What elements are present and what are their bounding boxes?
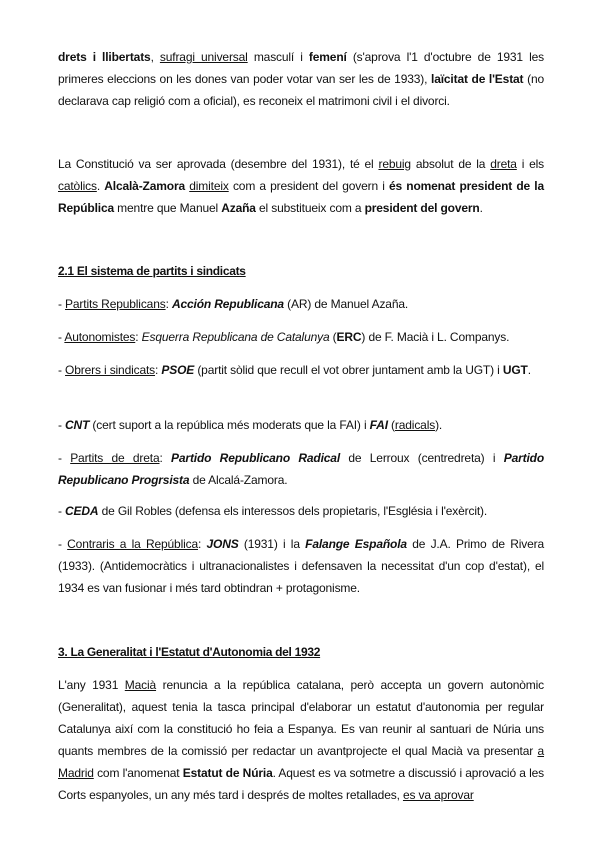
paragraph-rights (58, 46, 544, 112)
text-underlined: Macià (124, 678, 157, 692)
list-item-cnt-fai (58, 414, 544, 436)
text: L'any 1931 (58, 678, 125, 692)
text: i els (516, 157, 544, 171)
paragraph-constitution (58, 153, 544, 219)
bullet-dash: - (58, 297, 66, 311)
text: . (96, 179, 105, 193)
text-bold: femení (308, 50, 347, 64)
text-underlined: Partits de dreta (70, 451, 160, 465)
text: mentre que Manuel (114, 201, 222, 215)
paragraph-generalitat (58, 674, 544, 806)
text: ( (329, 330, 337, 344)
text-bold: ERC (336, 330, 362, 344)
text: ( (387, 418, 395, 432)
text-bold-italic: Acción Republicana (171, 297, 284, 311)
text-bold: laïcitat de l'Estat (431, 72, 524, 86)
text-underlined: sufragi universal (159, 50, 248, 64)
text-bold: drets i llibertats (58, 50, 151, 64)
list-item-ceda (58, 500, 544, 522)
text-underlined: es va aprovar (402, 788, 474, 802)
list-item-workers (58, 359, 544, 381)
text-bold-italic: Partido Republicano Radical (171, 451, 341, 465)
text: : (159, 451, 172, 465)
bullet-dash: - (58, 418, 66, 432)
text: el substitueix com a (255, 201, 365, 215)
bullet-dash: - (58, 330, 65, 344)
text-bold-italic: CEDA (65, 504, 99, 518)
text: : (198, 537, 207, 551)
list-item-right-parties (58, 447, 544, 491)
bullet-dash: - (58, 363, 66, 377)
text: de Alcalá-Zamora. (189, 473, 288, 487)
text: absolut de la (410, 157, 491, 171)
text: (s'aprova l'1 d'octubre de 1931 les primeres eleccions on les dones van poder votar van ser les de 1933), (58, 50, 544, 86)
text-underlined: catòlics (58, 179, 97, 193)
text: . (527, 363, 531, 377)
text: La Constitució va ser aprovada (desembre del 1931), té el (58, 157, 379, 171)
bullet-dash: - (58, 504, 66, 518)
text: (1931) i la (238, 537, 306, 551)
text-bold-italic: PSOE (161, 363, 195, 377)
bullet-dash: - (58, 451, 71, 465)
text-bold-italic: CNT (65, 418, 90, 432)
section-heading-parties: 2.1 El sistema de partits i sindicats (58, 264, 246, 278)
text-bold: president del govern (364, 201, 480, 215)
text: de Lerroux (centredreta) i (340, 451, 504, 465)
text: : (155, 363, 162, 377)
text: , (150, 50, 160, 64)
text-bold-italic: FAI (369, 418, 388, 432)
text-underlined: Autonomistes (64, 330, 136, 344)
list-item-autonomists (58, 326, 544, 348)
text-italic: Esquerra Republicana de Catalunya (141, 330, 330, 344)
text-underlined: dimiteix (189, 179, 229, 193)
text: . (479, 201, 483, 215)
text: (partit sòlid que recull el vot obrer juntament amb la UGT) i (194, 363, 503, 377)
text-underlined: Obrers i sindicats (65, 363, 156, 377)
text: masculí i (247, 50, 309, 64)
text-bold-italic: Partido Republicano Progrsista (58, 451, 545, 487)
text-bold: Alcalà-Zamora (104, 179, 185, 193)
text: de J.A. Primo de Rivera (1933). (Antidemocràtics i ultranacionalistes i defensaven la necessitat d'un cop d'estat), el 1934 es van fusionar i més tard obtindran + protagonisme. (58, 537, 544, 595)
text-underlined: radicals (394, 418, 436, 432)
text-bold-italic: JONS (206, 537, 239, 551)
text: . Aquest es va sotmetre a discussió i aprovació a les Corts espanyoles, un any més tard i després de moltes retallades, (58, 766, 544, 802)
text-bold: Azaña (221, 201, 256, 215)
text-bold: Estatut de Núria (182, 766, 273, 780)
text-underlined: Contraris a la República (67, 537, 198, 551)
text: (cert suport a la república més moderats que la FAI) i (89, 418, 370, 432)
bullet-dash: - (58, 537, 68, 551)
text: com a president del govern i (228, 179, 389, 193)
text: renuncia a la república catalana, però accepta un govern autonòmic (Generalitat), aquest tenia la tasca principal d'elaborar un estatut d'autonomia per regular Catalunya així com la constitució ho feia a Espanya. Es van reunir al santuari de Núria uns quants membres de la comissió per redactar un avantprojecte el qual Macià va presentar (58, 678, 544, 758)
text-underlined: rebuig (378, 157, 411, 171)
text: de Gil Robles (defensa els interessos dels propietaris, l'Església i l'exèrcit). (98, 504, 488, 518)
text-bold: UGT (502, 363, 528, 377)
text: com l'anomenat (93, 766, 183, 780)
text-underlined: a Madrid (58, 744, 544, 780)
text: ) de F. Macià i L. Companys. (361, 330, 510, 344)
text-bold-italic: Falange Española (305, 537, 407, 551)
list-item-anti-republic (58, 533, 544, 599)
text-underlined: Partits Republicans (65, 297, 166, 311)
section-heading-generalitat: 3. La Generalitat i l'Estatut d'Autonomia del 1932 (58, 645, 321, 659)
text: : (165, 297, 172, 311)
text: (no declarava cap religió com a oficial), es reconeix el matrimoni civil i el divorci. (58, 72, 544, 108)
text-bold: és nomenat president de la República (58, 179, 544, 215)
text: ). (435, 418, 443, 432)
list-item-republicans (58, 293, 544, 315)
text: : (135, 330, 142, 344)
text: (AR) de Manuel Azaña. (283, 297, 409, 311)
text-underlined: dreta (490, 157, 517, 171)
